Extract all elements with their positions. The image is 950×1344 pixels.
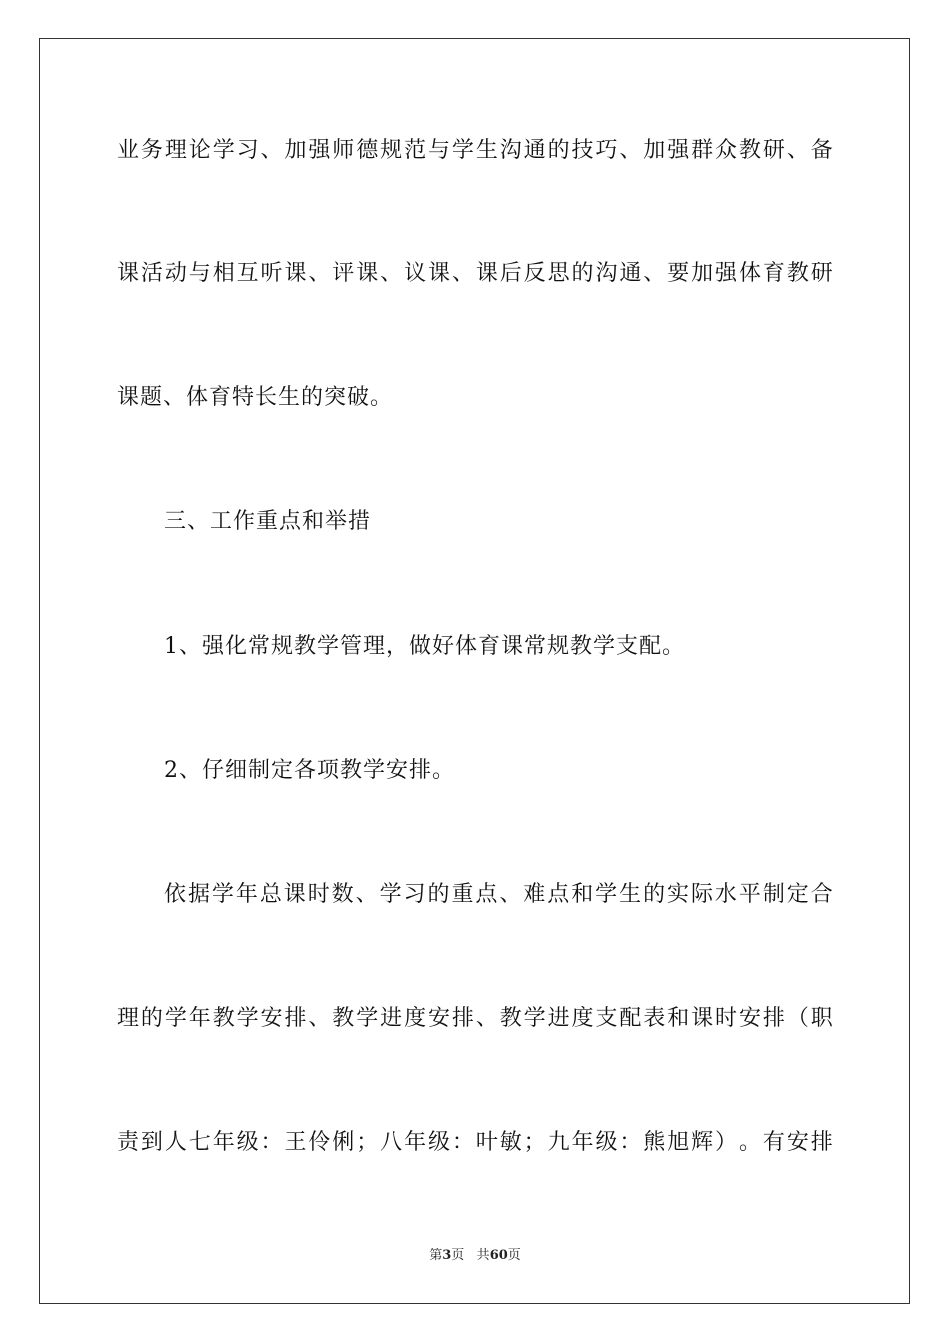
footer-page-prefix: 第 bbox=[429, 1248, 443, 1263]
page-footer bbox=[0, 1247, 950, 1265]
footer-page-suffix: 页 bbox=[451, 1248, 465, 1263]
paragraph-line-9: 责 到 人 七 年 级 ： 王 伶 俐 ； 八 年 级 ： 叶 敏 ； 九 年 级 ： 熊 旭 辉 ） 。 有 安 排 bbox=[117, 1130, 833, 1155]
footer-total-prefix: 共 bbox=[476, 1248, 490, 1263]
paragraph-line-8: 理 的 学 年 教 学 安 排 、 教 学 进 度 安 排 、 教 学 进 度 支 配 表 和 课 时 安 排 （ 职 bbox=[117, 1006, 833, 1031]
paragraph-line-1: 业 务 理 论 学 习 、 加 强 师 德 规 范 与 学 生 沟 通 的 技 巧 、 加 强 群 众 教 研 、 备 bbox=[117, 138, 833, 163]
paragraph-line-3: 课题、体育特长生的突破。 bbox=[117, 385, 394, 410]
footer-page-number: 3 bbox=[442, 1248, 452, 1263]
section-heading: 三、工作重点和举措 bbox=[164, 509, 372, 534]
list-item-2: 2、仔细制定各项教学安排。 bbox=[164, 758, 455, 783]
list-item-1: 1、强化常规教学管理，做好体育课常规教学支配。 bbox=[164, 634, 685, 659]
paragraph-line-7: 依 据 学 年 总 课 时 数 、 学 习 的 重 点 、 难 点 和 学 生 的 实 际 水 平 制 定 合 bbox=[164, 882, 833, 907]
footer-total-pages: 60 bbox=[489, 1248, 508, 1263]
paragraph-line-2: 课 活 动 与 相 互 听 课 、 评 课 、 议 课 、 课 后 反 思 的 沟 通 、 要 加 强 体 育 教 研 bbox=[117, 261, 833, 286]
footer-total-suffix: 页 bbox=[507, 1248, 521, 1263]
page-border bbox=[39, 38, 910, 1304]
